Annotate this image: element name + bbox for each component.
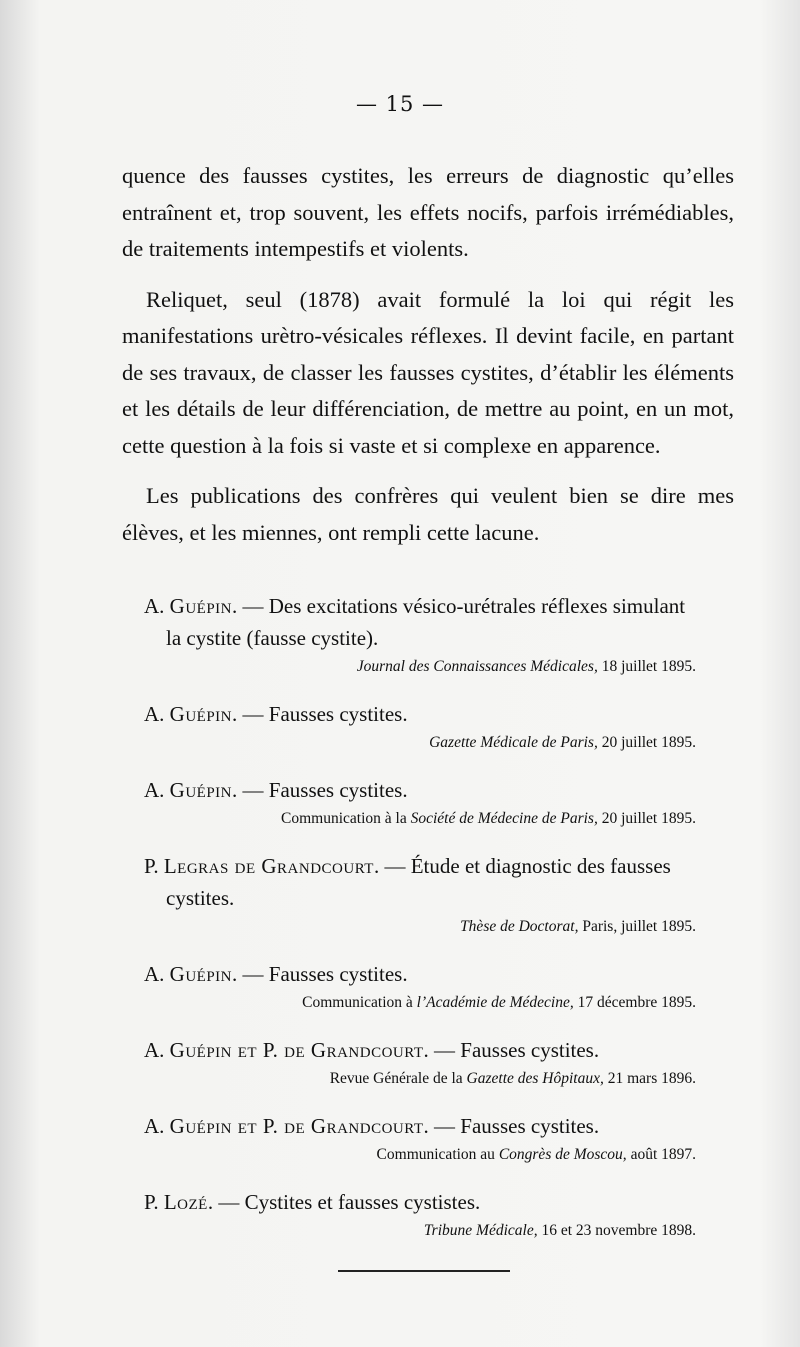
ref-source-prefix: Communication à	[302, 994, 413, 1011]
ref-source-journal: Gazette des Hôpitaux,	[466, 1070, 604, 1087]
body-text	[122, 158, 734, 565]
ref-source-date: 20 juillet 1895.	[601, 810, 696, 827]
ref-separator: —	[434, 1114, 456, 1138]
ref-author: Guépin et P. de Grandcourt	[169, 1038, 424, 1062]
ref-source-date: 16 et 23 novembre 1898.	[541, 1222, 696, 1239]
ref-source-date: 17 décembre 1895.	[577, 994, 696, 1011]
ref-source-prefix: Revue Générale de la	[329, 1070, 463, 1087]
reference-entry: A. Guépin. — Fausses cystites. Gazette Médicale de Paris, 20 juillet 1895.	[144, 702, 696, 751]
ref-title: Cystites et fausses cystistes.	[244, 1190, 481, 1214]
ref-separator: —	[218, 1190, 240, 1214]
ref-title: Étude et diagnostic des fausses cystites.	[166, 854, 671, 910]
reference-entry: A. Guépin. — Fausses cystites. Communication à l’Académie de Médecine, 17 décembre 1895.	[144, 962, 696, 1011]
ref-author: Legras de Grandcourt	[163, 854, 374, 878]
ref-author: Guépin	[169, 962, 233, 986]
ref-source-date: août 1897.	[630, 1146, 696, 1163]
ref-source-prefix: Communication à la	[281, 810, 407, 827]
ref-initial: A.	[144, 594, 165, 618]
page-number: — 15 —	[355, 92, 445, 116]
reference-entry: P. Legras de Grandcourt. — Étude et diagnostic des fausses cystites. Thèse de Doctorat, Paris, juillet 1895.	[144, 854, 696, 935]
ref-title: Des excitations vésico-urétrales réflexes simulant la cystite (fausse cystite).	[166, 594, 686, 650]
reference-entry: A. Guépin et P. de Grandcourt. — Fausses cystites. Communication au Congrès de Moscou, août 1897.	[144, 1114, 696, 1163]
ref-source-journal: l’Académie de Médecine,	[416, 994, 574, 1011]
ref-initial: A.	[144, 1038, 165, 1062]
ref-source-journal: Société de Médecine de Paris,	[410, 810, 598, 827]
ref-source-journal: Congrès de Moscou,	[498, 1146, 627, 1163]
ref-source-prefix: Communication au	[376, 1146, 495, 1163]
ref-initial: A.	[144, 1114, 165, 1138]
ref-separator: —	[434, 1038, 456, 1062]
ref-separator: —	[242, 962, 264, 986]
reference-entry: A. Guépin. — Des excitations vésico-urétrales réflexes simulant la cystite (fausse cystite). Journal des Connaissances Médicales, 18 juillet 1895.	[144, 594, 696, 675]
reference-entry: A. Guépin et P. de Grandcourt. — Fausses cystites. Revue Générale de la Gazette des Hôpitaux, 21 mars 1896.	[144, 1038, 696, 1087]
ref-source-journal: Gazette Médicale de Paris,	[429, 734, 598, 751]
ref-title: Fausses cystites.	[460, 1114, 600, 1138]
reference-entry: P. Lozé. — Cystites et fausses cystistes. Tribune Médicale, 16 et 23 novembre 1898.	[144, 1190, 696, 1239]
ref-title: Fausses cystites.	[460, 1038, 600, 1062]
ref-source-journal: Tribune Médicale,	[423, 1222, 538, 1239]
ref-source-date: Paris, juillet 1895.	[582, 918, 696, 935]
ref-source-date: 18 juillet 1895.	[601, 658, 696, 675]
ref-source-journal: Thèse de Doctorat,	[460, 918, 579, 935]
paragraph: Les publications des confrères qui veulent bien se dire mes élèves, et les miennes, ont rempli cette lacune.	[122, 483, 734, 545]
ref-author: Guépin	[169, 702, 233, 726]
ref-initial: A.	[144, 702, 165, 726]
ref-title: Fausses cystites.	[268, 962, 408, 986]
ref-initial: P.	[144, 854, 159, 878]
ref-source-journal: Journal des Connaissances Médicales,	[356, 658, 598, 675]
ref-initial: P.	[144, 1190, 159, 1214]
reference-list	[144, 590, 696, 1262]
ref-separator: —	[384, 854, 406, 878]
paragraph: quence des fausses cystites, les erreurs de diagnostic qu’elles entraînent et, trop souvent, les effets nocifs, parfois irrémédiables, de traitements intempestifs et violents.	[122, 163, 734, 261]
ref-author: Lozé	[163, 1190, 208, 1214]
ref-initial: A.	[144, 778, 165, 802]
paragraph: Reliquet, seul (1878) avait formulé la loi qui régit les manifestations urètro-vésicales réflexes. Il devint facile, en partant de ses travaux, de classer les fausses cystites, d’établir les éléments et les détails de leur différenciation, de mettre au point, en un mot, cette question à la fois si vaste et si complexe en apparence.	[122, 286, 734, 458]
ref-source-date: 20 juillet 1895.	[601, 734, 696, 751]
ref-separator: —	[242, 778, 264, 802]
ref-author: Guépin et P. de Grandcourt	[169, 1114, 424, 1138]
ref-title: Fausses cystites.	[268, 778, 408, 802]
ref-author: Guépin	[169, 778, 233, 802]
ref-title: Fausses cystites.	[268, 702, 408, 726]
ref-initial: A.	[144, 962, 165, 986]
ref-separator: —	[242, 594, 264, 618]
closing-rule	[338, 1270, 510, 1272]
reference-entry: A. Guépin. — Fausses cystites. Communication à la Société de Médecine de Paris, 20 juillet 1895.	[144, 778, 696, 827]
ref-author: Guépin	[169, 594, 233, 618]
ref-separator: —	[242, 702, 264, 726]
ref-source-date: 21 mars 1896.	[607, 1070, 696, 1087]
